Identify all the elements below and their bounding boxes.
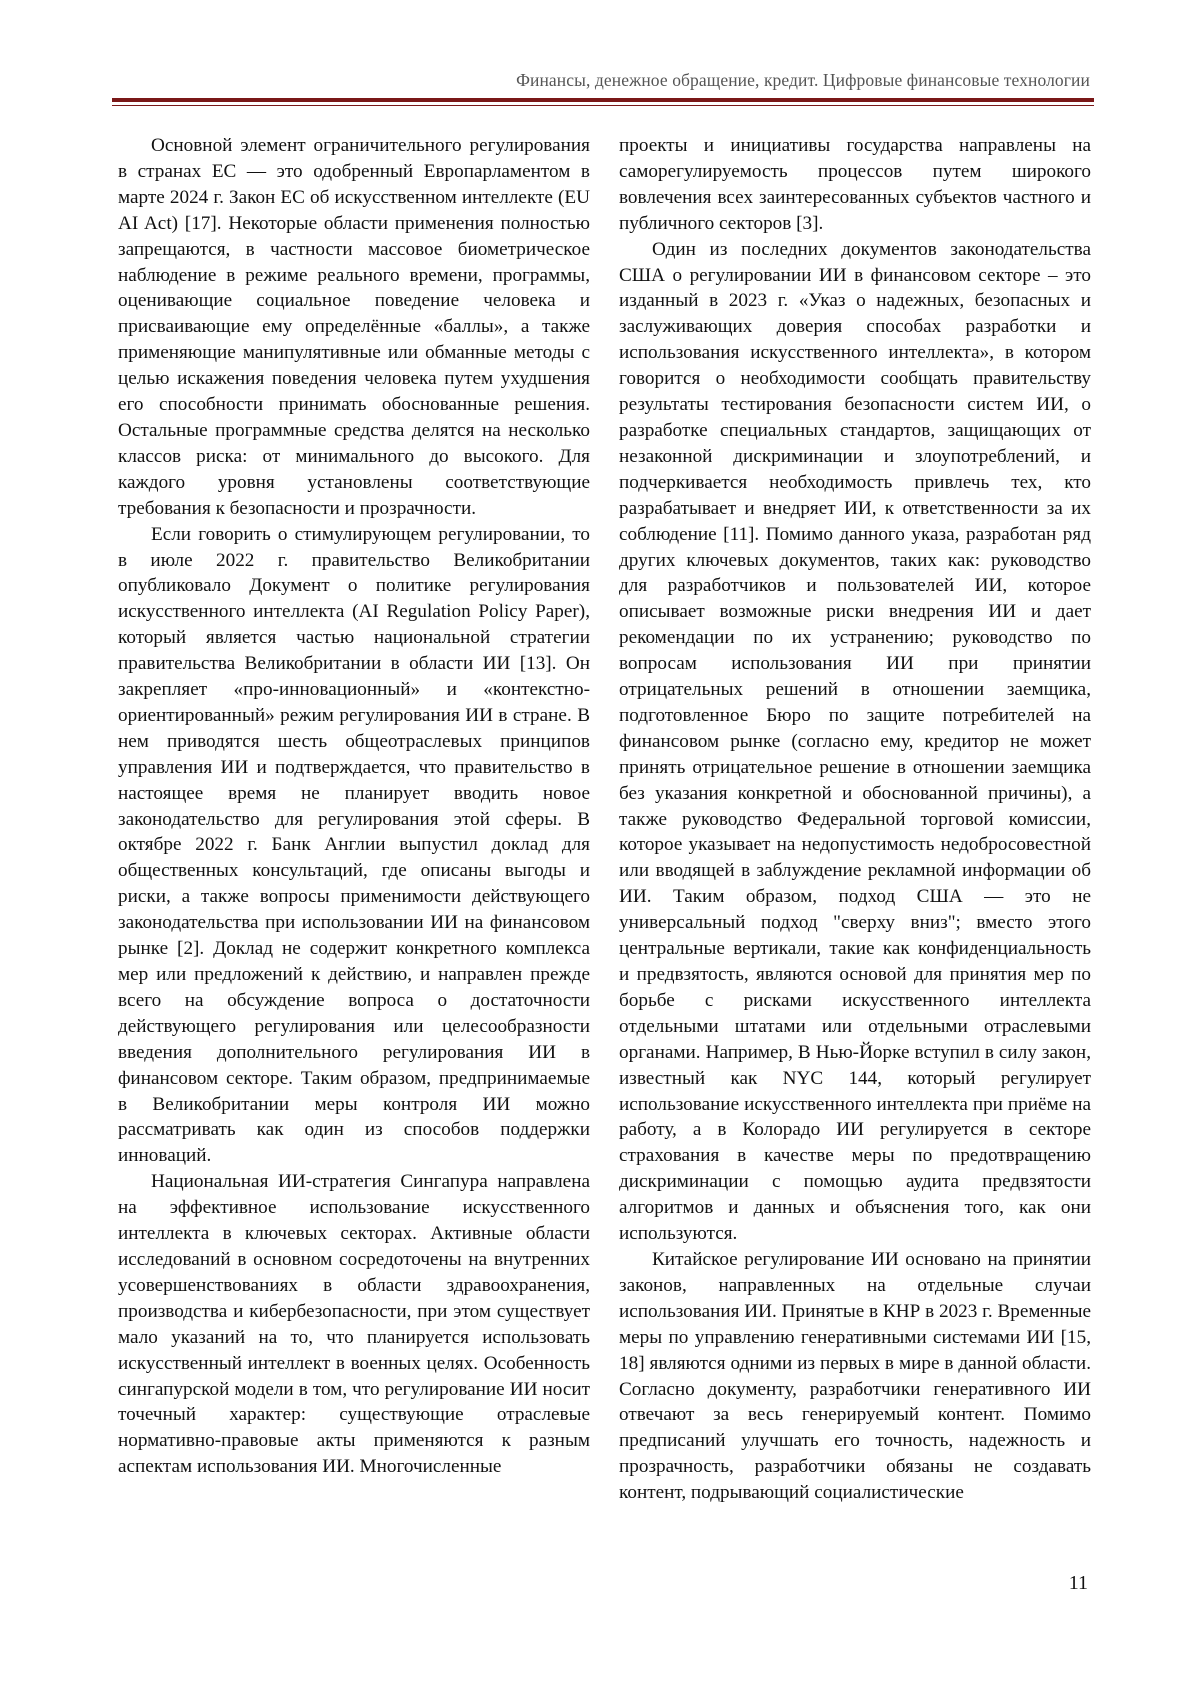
left-column — [118, 133, 590, 1480]
paragraph-singapore-strategy: Национальная ИИ-стратегия Сингапура направлена на эффективное использование искусственного интеллекта в ключевых секторах. Активные области исследований в основном сосредоточены на внутренних усовершенствованиях в области здравоохранения, производства и кибербезопасности, при этом существует мало указаний на то, что планируется использовать искусственный интеллект в военных целях. Особенность сингапурской модели в том, что регулирование ИИ носит точечный характер: существующие отраслевые нормативно-правовые акты применяются к разным аспектам использования ИИ. Многочисленные — [118, 1171, 590, 1478]
paragraph-eu-regulation: Основной элемент ограничительного регулирования в странах ЕС — это одобренный Европарламентом в марте 2024 г. Закон ЕС об искусственном интеллекте (EU AI Act) [17]. Некоторые области применения полностью запрещаются, в частности массовое биометрическое наблюдение в режиме реального времени, программы, оценивающие социальное поведение человека и присваивающие ему определённые «баллы», а также применяющие манипулятивные или обманные методы с целью искажения поведения человека путем ухудшения его способности принимать обоснованные решения. Остальные программные средства делятся на несколько классов риска: от минимального до высокого. Для каждого уровня установлены соответствующие требования к безопасности и прозрачности. — [118, 135, 590, 519]
page-number: 11 — [1068, 1572, 1088, 1594]
paragraph-china-regulation: Китайское регулирование ИИ основано на принятии законов, направленных на отдельные случаи использования ИИ. Принятые в КНР в 2023 г. Временные меры по управлению генеративными системами ИИ [15, 18] являются одними из первых в мире в данной области. Согласно документу, разработчики генеративного ИИ отвечают за весь генерируемый контент. Помимо предписаний улучшать его точность, надежность и прозрачность, разработчики обязаны не создавать контент, подрывающий социалистические — [619, 1248, 1091, 1504]
paragraph-singapore-continued: проекты и инициативы государства направлены на саморегулируемость процессов путем широкого вовлечения всех заинтересованных субъектов частного и публичного секторов [3]. — [619, 135, 1091, 234]
right-column — [619, 133, 1091, 1506]
paragraph-us-regulation: Один из последних документов законодательства США о регулировании ИИ в финансовом секторе – это изданный в 2023 г. «Указ о надежных, безопасных и заслуживающих доверия способах разработки и использования искусственного интеллекта», в котором говорится о необходимости сообщать правительству результаты тестирования безопасности систем ИИ, о разработке специальных стандартов, защищающих от незаконной дискриминации и злоупотреблений, и подчеркивается необходимость привлечь тех, кто разрабатывает и внедряет ИИ, к ответственности за их соблюдение [11]. Помимо данного указа, разработан ряд других ключевых документов, таких как: руководство для разработчиков и пользователей ИИ, которое описывает возможные риски внедрения ИИ и дает рекомендации по их устранению; руководство по вопросам использования ИИ при принятии отрицательных решений в отношении заемщика, подготовленное Бюро по защите потребителей на финансовом рынке (согласно ему, кредитор не может принять отрицательное решение в отношении заемщика без указания конкретной и обоснованной причины), а также руководство Федеральной торговой комиссии, которое указывает на недопустимость недобросовестной или вводящей в заблуждение рекламной информации об ИИ. Таким образом, подход США — это не универсальный подход "сверху вниз"; вместо этого центральные вертикали, такие как конфиденциальность и предвзятость, являются основой для принятия мер по борьбе с рисками искусственного интеллекта отдельными штатами или отдельными отраслевыми органами. Например, В Нью-Йорке вступил в силу закон, известный как NYC 144, который регулирует использование искусственного интеллекта при приёме на работу, а в Колорадо ИИ регулируется в секторе страхования в качестве меры по предотвращению дискриминации с помощью аудита предвзятости алгоритмов и данных и объяснения того, как они используются. — [619, 238, 1091, 1245]
paragraph-uk-regulation: Если говорить о стимулирующем регулировании, то в июле 2022 г. правительство Великобритании опубликовало Документ о политике регулирования искусственного интеллекта (AI Regulation Policy Paper), который является частью национальной стратегии правительства Великобритании в области ИИ [13]. Он закрепляет «про-инновационный» и «контекстно-ориентированный» режим регулирования ИИ в стране. В нем приводятся шесть общеотраслевых принципов управления ИИ и подтверждается, что правительство в настоящее время не планирует вводить новое законодательство для регулирования этой сферы. В октябре 2022 г. Банк Англии выпустил доклад для общественных консультаций, где описаны выгоды и риски, а также вопросы применимости действующего законодательства при использовании ИИ на финансовом рынке [2]. Доклад не содержит конкретного комплекса мер или предложений к действию, и направлен прежде всего на обсуждение вопроса о достаточности действующего регулирования или целесообразности введения дополнительного регулирования ИИ в финансовом секторе. Таким образом, предпринимаемые в Великобритании меры контроля ИИ можно рассматривать как один из способов поддержки инноваций. — [118, 523, 590, 1167]
header-rule-thick — [112, 98, 1094, 102]
header-rule-thin — [112, 105, 1094, 106]
running-head-title: Финансы, денежное обращение, кредит. Цифровые финансовые технологии — [516, 70, 1090, 90]
